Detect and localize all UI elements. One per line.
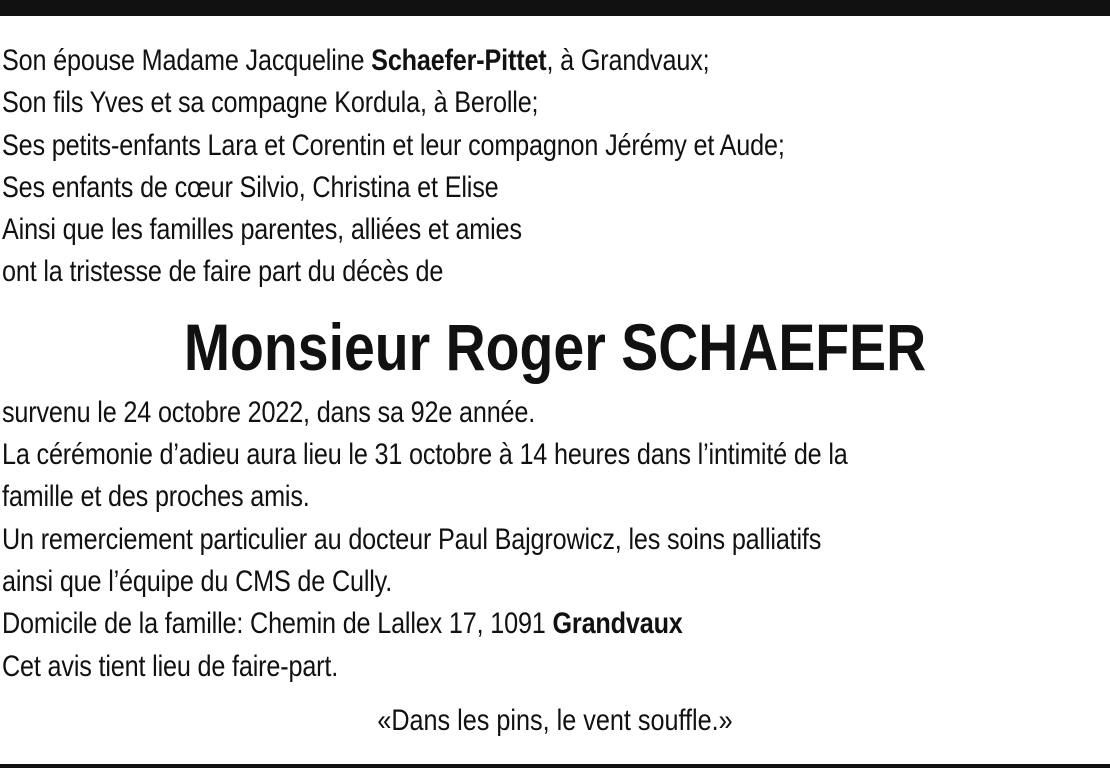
line-text: Ainsi que les familles parentes, alliées et amies [2, 213, 522, 247]
detail-line [2, 603, 931, 645]
closing-quote: «Dans les pins, le vent souffle.» [377, 703, 733, 737]
family-line [2, 82, 931, 124]
family-line [2, 40, 931, 82]
family-line [2, 167, 931, 209]
line-text: ont la tristesse de faire part du décès de [2, 255, 444, 289]
detail-line [2, 392, 931, 434]
line-text: Un remerciement particulier au docteur Paul Bajgrowicz, les soins palliatifs [2, 522, 822, 556]
line-text: survenu le 24 octobre 2022, dans sa 92e année. [2, 395, 536, 429]
ceremony-details [2, 392, 1108, 688]
line-text: Cet avis tient lieu de faire-part. [2, 649, 339, 683]
line-text: Domicile de la famille: Chemin de Lallex 17, 1091 [2, 607, 553, 641]
line-text: famille et des proches amis. [2, 480, 310, 514]
bold-name-text: Schaefer-Pittet [371, 44, 547, 77]
detail-line [2, 646, 931, 688]
top-rule [0, 0, 1110, 16]
family-line [2, 125, 931, 167]
deceased-name: Monsieur Roger SCHAEFER [183, 309, 927, 384]
line-text: Son épouse Madame Jacqueline [2, 44, 372, 77]
detail-line [2, 519, 931, 561]
bottom-rule [0, 764, 1110, 768]
family-line [2, 209, 931, 251]
line-text: ainsi que l’équipe du CMS de Cully. [2, 564, 393, 598]
family-announcement [2, 40, 1108, 294]
line-text: Son fils Yves et sa compagne Kordula, à Berolle; [2, 86, 539, 120]
line-text: Ses enfants de cœur Silvio, Christina et Elise [2, 170, 499, 204]
detail-line [2, 561, 931, 603]
line-text: Ses petits-enfants Lara et Corentin et leur compagnon Jérémy et Aude; [2, 128, 785, 162]
obituary-notice [2, 40, 1108, 742]
bold-name-text: Grandvaux [552, 607, 683, 641]
line-text: La cérémonie d’adieu aura lieu le 31 octobre à 14 heures dans l’intimité de la [2, 438, 848, 472]
detail-line [2, 434, 931, 476]
detail-line [2, 476, 931, 518]
family-line [2, 251, 931, 293]
line-text: , à Grandvaux; [546, 44, 710, 77]
